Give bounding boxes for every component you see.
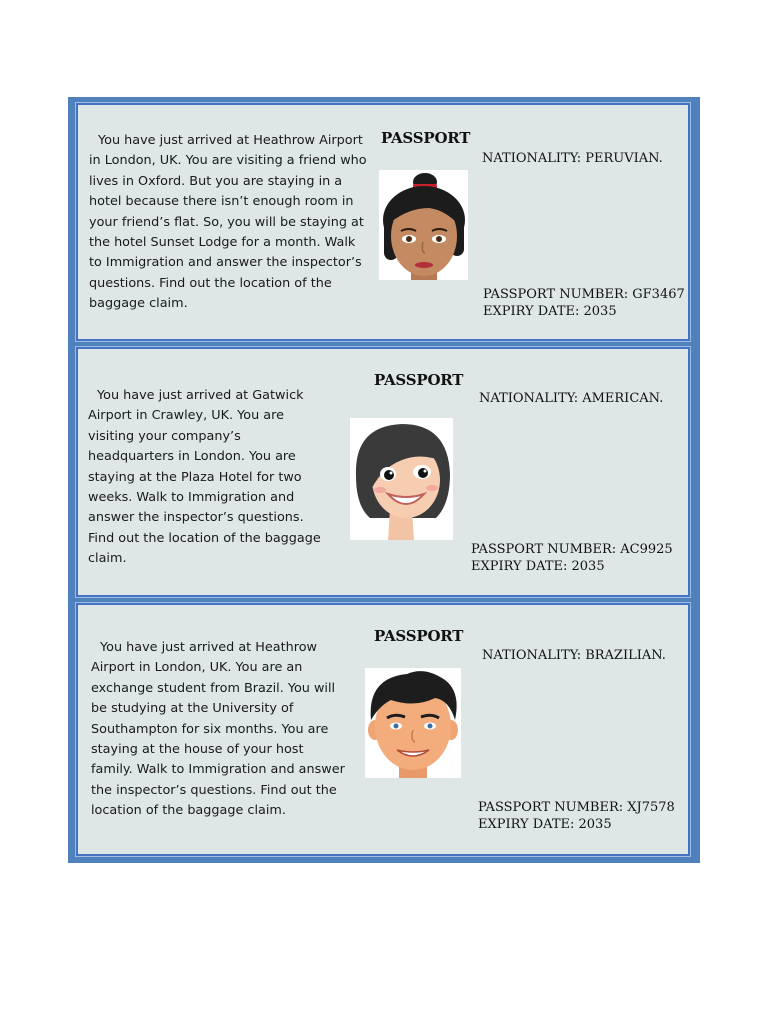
expiry-date-text: EXPIRY DATE: 2035 [478, 817, 612, 832]
passport-title: PASSPORT [374, 627, 464, 645]
nationality-text: NATIONALITY: AMERICAN. [479, 391, 664, 406]
scenario-text: You have just arrived at Heathrow Airport in London, UK. You are an exchange student from Brazil. You will be studying at the University of Southampton for six months. You are staying at the house of your host family. Walk to Immigration and answer the inspector’s questions. Find out the location of the baggage claim. [91, 640, 345, 819]
passport-title: PASSPORT [374, 371, 464, 389]
passport-title: PASSPORT [381, 129, 471, 147]
passport-card [76, 347, 690, 597]
man-avatar [365, 668, 461, 778]
passport-sheet [68, 97, 700, 863]
scenario-text: You have just arrived at Gatwick Airport in Crawley, UK. You are visiting your company’s headquarters in London. You are staying at the Plaza Hotel for two weeks. Walk to Immigration and answer the inspector’s questions. Find out the location of the baggage claim. [88, 388, 321, 567]
passport-card [76, 603, 690, 856]
passport-number-text: PASSPORT NUMBER: GF3467 [483, 287, 685, 302]
nationality-text: NATIONALITY: PERUVIAN. [482, 151, 663, 166]
expiry-date-text: EXPIRY DATE: 2035 [483, 304, 617, 319]
passport-card [76, 103, 690, 341]
woman-bob-avatar [350, 418, 453, 540]
nationality-text: NATIONALITY: BRAZILIAN. [482, 648, 666, 663]
scenario-text: You have just arrived at Heathrow Airport in London, UK. You are visiting a friend who lives in Oxford. But you are staying in a hotel because there isn’t enough room in your friend’s flat. So, you will be staying at the hotel Sunset Lodge for a month. Walk to Immigration and answer the inspector’s questions. Find out the location of the baggage claim. [89, 133, 367, 312]
passport-number-text: PASSPORT NUMBER: AC9925 [471, 542, 673, 557]
passport-number-text: PASSPORT NUMBER: XJ7578 [478, 800, 675, 815]
woman-bun-avatar [379, 170, 468, 280]
expiry-date-text: EXPIRY DATE: 2035 [471, 559, 605, 574]
